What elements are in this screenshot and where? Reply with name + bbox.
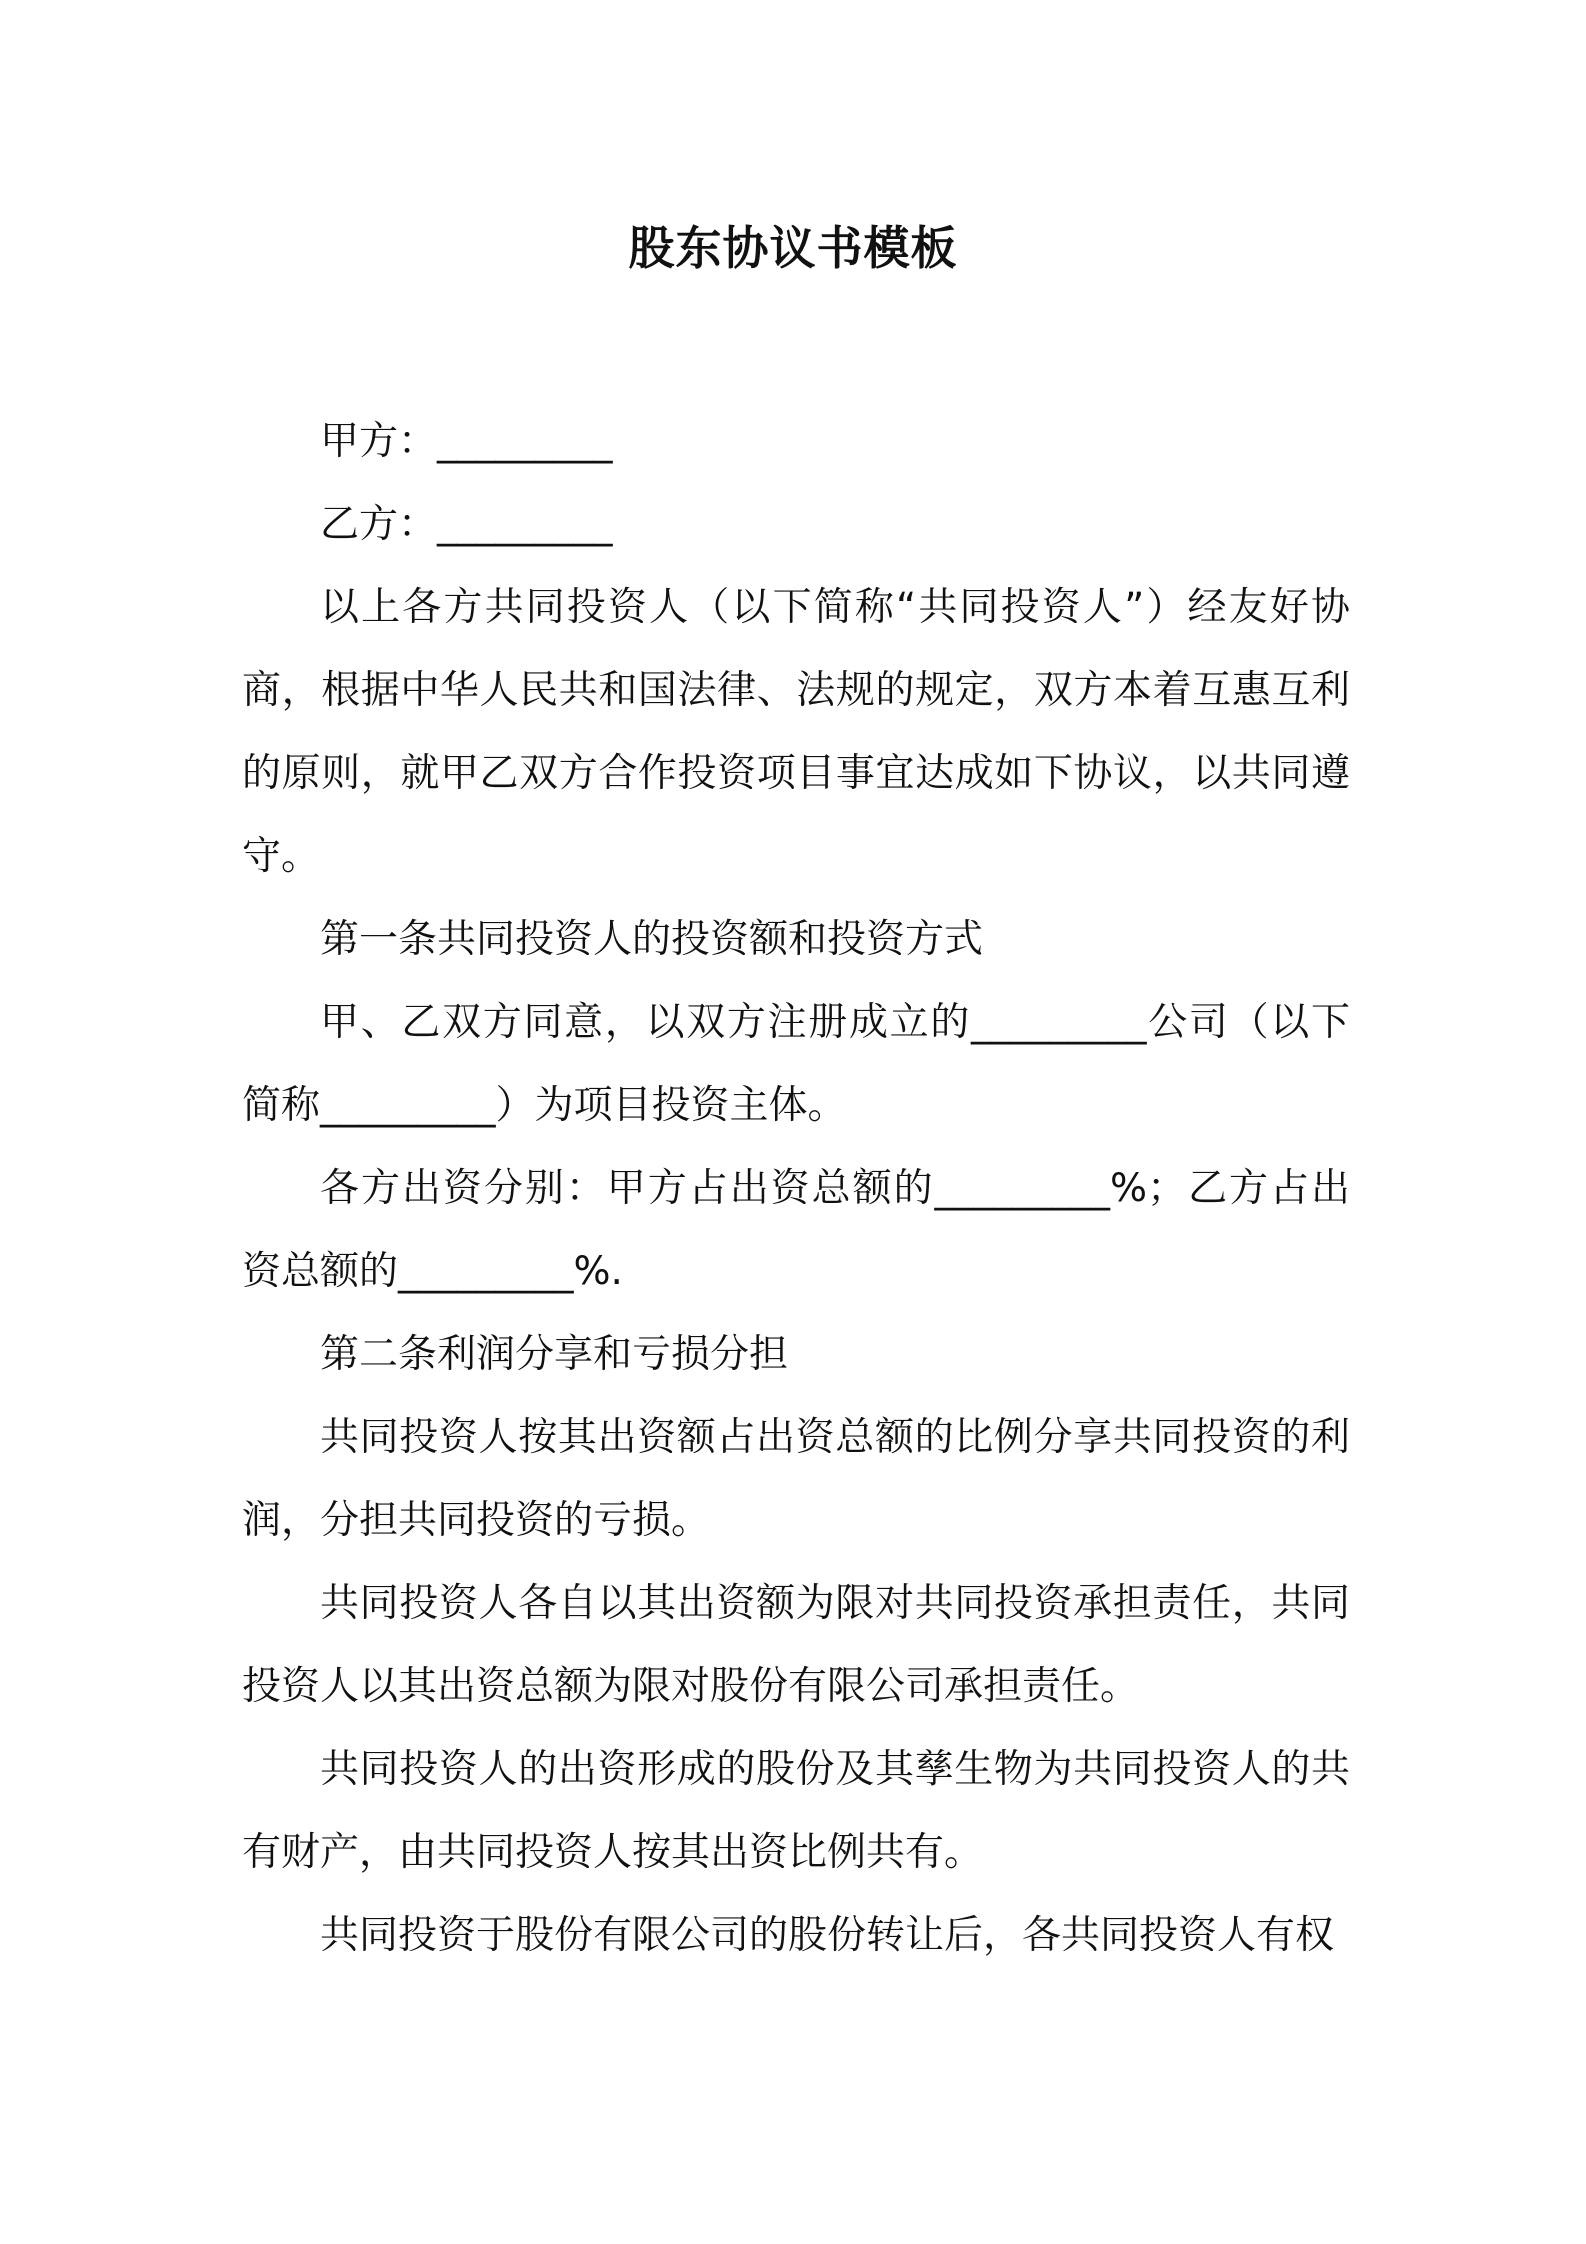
document-body <box>242 400 1350 1977</box>
article-2-paragraph-2: 共同投资人各自以其出资额为限对共同投资承担责任，共同投资人以其出资总额为限对股份有限公司承担责任。 <box>242 1581 1350 1709</box>
article-1-heading: 第一条共同投资人的投资额和投资方式 <box>320 917 984 962</box>
article-2-paragraph-4: 共同投资于股份有限公司的股份转让后，各共同投资人有权 <box>320 1913 1335 1958</box>
article-1-paragraph-1: 甲、乙双方同意，以双方注册成立的_________公司（以下简称_________）为项目投资主体。 <box>242 1000 1350 1128</box>
article-1-paragraph-2: 各方出资分别：甲方占出资总额的_________%；乙方占出资总额的_________%. <box>242 1166 1350 1294</box>
party-b-line: 乙方：_________ <box>320 502 613 547</box>
document-title: 股东协议书模板 <box>628 221 958 275</box>
article-2-heading: 第二条利润分享和亏损分担 <box>320 1332 789 1377</box>
article-2-paragraph-3: 共同投资人的出资形成的股份及其孳生物为共同投资人的共有财产，由共同投资人按其出资比例共有。 <box>242 1747 1350 1875</box>
party-a-line: 甲方：_________ <box>320 419 613 464</box>
preamble-paragraph: 以上各方共同投资人（以下简称“共同投资人”）经友好协商，根据中华人民共和国法律、法规的规定，双方本着互惠互利的原则，就甲乙双方合作投资项目事宜达成如下协议，以共同遵守。 <box>242 585 1350 879</box>
article-2-paragraph-1: 共同投资人按其出资额占出资总额的比例分享共同投资的利润，分担共同投资的亏损。 <box>242 1415 1350 1543</box>
